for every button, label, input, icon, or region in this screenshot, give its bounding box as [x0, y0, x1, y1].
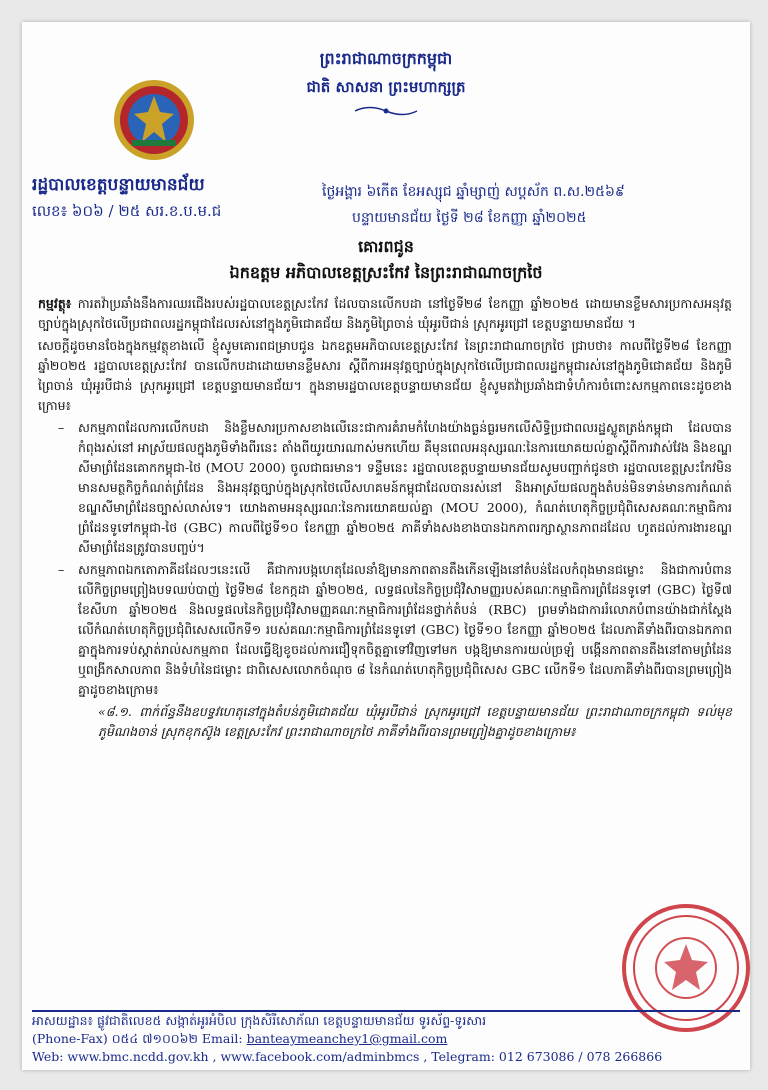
national-motto: ជាតិ សាសនា ព្រះមហាក្សត្រ: [306, 78, 466, 96]
provincial-seal-icon: [112, 78, 196, 162]
letter-footer: [32, 1010, 740, 1066]
subject-label: កម្មវត្ថុ៖: [38, 296, 72, 311]
footer-contact: [32, 1030, 740, 1048]
footer-address: អាសយដ្ឋាន៖ ផ្លូវជាតិលេខ៥ សង្កាត់អូរអំបិល ក្រុងសិរីសោភ័ណ ខេត្តបន្ទាយមានជ័យ ទូរស័ព្ទ-ទូរសារ: [32, 1013, 487, 1028]
lunar-date: ថ្ងៃអង្គារ ៦កើត ខែអស្សុជ ឆ្នាំម្សាញ់ សប្តស័ក ព.ស.២៥៦៩: [322, 184, 625, 200]
letter-page: [22, 22, 750, 1070]
letter-body: [38, 294, 732, 744]
subject-paragraph: [38, 294, 732, 334]
quoted-clause: «៨.១. ពាក់ព័ន្ធនឹងឧបទ្វវហេតុនៅក្នុងតំបន់ភូមិជោគជ័យ ឃុំអូរបីជាន់ ស្រុកអូរជ្រៅ ខេត្តបន្ទាយមានជ័យ ព្រះរាជាណាចក្រកម្ពុជា ទល់មុខ ភូមិណងចាន់ ស្រុកខុកស៊ូង ខេត្តស្រះកែវ ព្រះរាជាណាចក្រថៃ ភាគីទាំងពីរបានព្រមព្រៀងគ្នាដូចខាងក្រោម៖: [98, 704, 732, 739]
reference-number: លេខ៖ ៦០៦ / ២៥ សរ.ខ.ប.ម.ជ: [32, 202, 222, 220]
list-item: – សកម្មភាពឯកតោភាគីដដែលៗនេះលើ គឺជាការបង្កហេតុដែលនាំឱ្យមានភាពតានតឹងកើនឡើងនៅតំបន់ដែលកំពុងមានជម្លោះ និងជាការបំពានលើកិច្ចព្រមព្រៀងបទឈប់បាញ់ ថ្ងៃទី២៨ ខែកក្កដា ឆ្នាំ២០២៥, លទ្ធផលនៃកិច្ចប្រជុំវិសាមញ្ញរបស់គណៈកម្មាធិការព្រំដែនទូទៅ (GBC) ថ្ងៃទី៧ ខែសីហា ឆ្នាំ២០២៥ និងលទ្ធផលនៃកិច្ចប្រជុំវិសាមញ្ញគណៈកម្មាធិការព្រំដែនថ្នាក់តំបន់ (RBC) ព្រមទាំងជាការរំលោភបំពានយ៉ាងជាក់ស្តែងលើកំណត់ហេតុកិច្ចប្រជុំពិសេសលើកទី១ របស់គណៈកម្មាធិការព្រំដែនទូទៅ (GBC) ថ្ងៃទី១០ ខែកញ្ញា ឆ្នាំ២០២៥ ដែលភាគីទាំងពីរបានឯកភាពគ្នាក្នុងការទប់ស្កាត់រាល់សកម្មភាព ដែលធ្វើឱ្យខូចដល់ការជឿទុកចិត្តគ្នាទៅវិញទៅមក បង្កឱ្យមានការយល់ច្រឡំ បង្កើនភាពតានតឹងនៅតាមព្រំដែន ឬពង្រីកសាលភាព និងទំហំនៃជម្លោះ ជាពិសេសលោកចំណុច ៨ នៃកំណត់ហេតុកិច្ចប្រជុំពិសេស GBC លើកទី១ ដែលភាគីទាំងពីរបានព្រមព្រៀងគ្នាដូចខាងក្រោម៖: [58, 562, 732, 697]
point-1-text: សកម្មភាពដែលការលើកបដា និងខ្លឹមសារប្រកាសខាងលើនេះជាការគំរាមកំហែងយ៉ាងធ្ងន់ធ្ងរមកលើសិទ្ធិប្រជាពលរដ្ឋស្លូតត្រង់កម្ពុជា ដែលបានកំពុងរស់នៅ អាស្រ័យផលក្នុងភូមិទាំងពីរនេះ តាំងពីយូរយារណាស់មកហើយ គឺមុនពេលអនុស្សរណៈនៃការយោគយល់គ្នាស្តីពីការវាស់វែង និងខណ្ឌសីមាព្រំដែនគោកកម្ពុជា-ថៃ (MOU 2000) ចូលជាធរមាន។ ទន្ទឹមនេះ រដ្ឋបាលខេត្តបន្ទាយមានជ័យសូមបញ្ជាក់ជូនថា រដ្ឋបាលខេត្តស្រះកែវមិនមានសមត្ថកិច្ចកំណត់ព្រំដែន និងអនុវត្តច្បាប់ក្នុងស្រុកថៃលើសហគមន៍កម្ពុជាដែលបានរស់នៅ និងអាស្រ័យផលក្នុងតំបន់មិនទាន់មានការកំណត់ខណ្ឌសីមាព្រំដែនច្បាស់លាស់ទេ។ យោងតាមអនុស្សរណៈនៃការយោគយល់គ្នា (MOU 2000), កំណត់ហេតុកិច្ចប្រជុំពិសេសគណៈកម្មាធិការព្រំដែនទូទៅកម្ពុជា-ថៃ (GBC) កាលពីថ្ងៃទី១០ ខែកញ្ញា ឆ្នាំ២០២៥ ភាគីទាំងសងខាងបានឯកភាពរក្សាស្ថានភាពដដែល ហូតដល់ការងារខណ្ឌសីមាព្រំដែនត្រូវបានបញ្ចប់។: [78, 420, 732, 555]
footer-web: Web: www.bmc.ncdd.gov.kh , www.facebook.com/adminbmcs , Telegram: 012 673086 / 078 266866: [32, 1049, 663, 1064]
solar-date: បន្ទាយមានជ័យ ថ្ងៃទី ២៨ ខែកញ្ញា ឆ្នាំ២០២៥: [352, 210, 587, 226]
point-2-text: សកម្មភាពឯកតោភាគីដដែលៗនេះលើ គឺជាការបង្កហេតុដែលនាំឱ្យមានភាពតានតឹងកើនឡើងនៅតំបន់ដែលកំពុងមានជម្លោះ និងជាការបំពានលើកិច្ចព្រមព្រៀងបទឈប់បាញ់ ថ្ងៃទី២៨ ខែកក្កដា ឆ្នាំ២០២៥, លទ្ធផលនៃកិច្ចប្រជុំវិសាមញ្ញរបស់គណៈកម្មាធិការព្រំដែនទូទៅ (GBC) ថ្ងៃទី៧ ខែសីហា ឆ្នាំ២០២៥ និងលទ្ធផលនៃកិច្ចប្រជុំវិសាមញ្ញគណៈកម្មាធិការព្រំដែនថ្នាក់តំបន់ (RBC) ព្រមទាំងជាការរំលោភបំពានយ៉ាងជាក់ស្តែងលើកំណត់ហេតុកិច្ចប្រជុំពិសេសលើកទី១ របស់គណៈកម្មាធិការព្រំដែនទូទៅ (GBC) ថ្ងៃទី១០ ខែកញ្ញា ឆ្នាំ២០២៥ ដែលភាគីទាំងពីរបានឯកភាពគ្នាក្នុងការទប់ស្កាត់រាល់សកម្មភាព ដែលធ្វើឱ្យខូចដល់ការជឿទុកចិត្តគ្នាទៅវិញទៅមក បង្កឱ្យមានការយល់ច្រឡំ បង្កើនភាពតានតឹងនៅតាមព្រំដែន ឬពង្រីកសាលភាព និងទំហំនៃជម្លោះ ជាពិសេសលោកចំណុច ៨ នៃកំណត់ហេតុកិច្ចប្រជុំពិសេស GBC លើកទី១ ដែលភាគីទាំងពីរបានព្រមព្រៀងគ្នាដូចខាងក្រោម៖: [78, 562, 732, 697]
subject-text: ការតវ៉ាប្រឆាំងនឹងការឈរជើងរបស់រដ្ឋបាលខេត្តស្រះកែវ ដែលបានលើកបដា នៅថ្ងៃទី២៨ ខែកញ្ញា ឆ្នាំ២០២៥ ដោយមានខ្លឹមសារប្រកាសអនុវត្តច្បាប់ក្នុងស្រុកថៃលើប្រជាពលរដ្ឋកម្ពុជាដែលរស់នៅក្នុងភូមិជោគជ័យ និងភូមិព្រៃចាន់ ឃុំអូរបីជាន់ ស្រុកអូរជ្រៅ ខេត្តបន្ទាយមានជ័យ ។: [38, 296, 732, 331]
footer-email-link[interactable]: banteaymeanchey1@gmail.com: [246, 1031, 448, 1046]
list-item: – សកម្មភាពដែលការលើកបដា និងខ្លឹមសារប្រកាសខាងលើនេះជាការគំរាមកំហែងយ៉ាងធ្ងន់ធ្ងរមកលើសិទ្ធិប្រជាពលរដ្ឋស្លូតត្រង់កម្ពុជា ដែលបានកំពុងរស់នៅ អាស្រ័យផលក្នុងភូមិទាំងពីរនេះ តាំងពីយូរយារណាស់មកហើយ គឺមុនពេលអនុស្សរណៈនៃការយោគយល់គ្នាស្តីពីការវាស់វែង និងខណ្ឌសីមាព្រំដែនគោកកម្ពុជា-ថៃ (MOU 2000) ចូលជាធរមាន។ ទន្ទឹមនេះ រដ្ឋបាលខេត្តបន្ទាយមានជ័យសូមបញ្ជាក់ជូនថា រដ្ឋបាលខេត្តស្រះកែវមិនមានសមត្ថកិច្ចកំណត់ព្រំដែន និងអនុវត្តច្បាប់ក្នុងស្រុកថៃលើសហគមន៍កម្ពុជាដែលបានរស់នៅ និងអាស្រ័យផលក្នុងតំបន់មិនទាន់មានការកំណត់ខណ្ឌសីមាព្រំដែនច្បាស់លាស់ទេ។ យោងតាមអនុស្សរណៈនៃការយោគយល់គ្នា (MOU 2000), កំណត់ហេតុកិច្ចប្រជុំពិសេសគណៈកម្មាធិការព្រំដែនទូទៅកម្ពុជា-ថៃ (GBC) កាលពីថ្ងៃទី១០ ខែកញ្ញា ឆ្នាំ២០២៥ ភាគីទាំងសងខាងបានឯកភាពរក្សាស្ថានភាពដដែល ហូតដល់ការងារខណ្ឌសីមាព្រំដែនត្រូវបានបញ្ចប់។: [58, 420, 732, 555]
ornament-divider-icon: [353, 104, 419, 118]
footer-phone: (Phone-Fax) ០៥៤ ៧១០០៦២ Email:: [32, 1031, 243, 1046]
recipient-title: ឯកឧត្តម អភិបាលខេត្តស្រះកែវ នៃព្រះរាជាណាចក្រថៃ: [229, 263, 543, 282]
kingdom-heading: ព្រះរាជាណាចក្រកម្ពុជា: [319, 49, 453, 68]
salutation-label: គោរពជូន: [358, 237, 414, 256]
intro-paragraph: សេចក្តីដូចមានចែងក្នុងកម្មវត្ថុខាងលើ ខ្ញុំសូមគោរពជម្រាបជូន ឯកឧត្តមអភិបាលខេត្តស្រះកែវ នៃព្រះរាជាណាចក្រថៃ ជ្រាបថា៖ កាលពីថ្ងៃទី២៨ ខែកញ្ញា ឆ្នាំ២០២៥ រដ្ឋបាលខេត្តស្រះកែវ បានលើកបដាដោយមានខ្លឹមសារ ស្តីពីការអនុវត្តច្បាប់ក្នុងស្រុកថៃលើប្រជាពលរដ្ឋកម្ពុជារស់នៅក្នុងភូមិជោគជ័យ និងភូមិព្រៃចាន់ ឃុំអូរបីជាន់ ស្រុកអូរជ្រៅ ខេត្តបន្ទាយមានជ័យ។ ក្នុងនាមរដ្ឋបាលខេត្តបន្ទាយមានជ័យ ខ្ញុំសូមតវ៉ាប្រឆាំងជាទំហំការចំពោះសកម្មភាពនេះដូចខាងក្រោម៖: [38, 338, 732, 413]
issuing-office: រដ្ឋបាលខេត្តបន្ទាយមានជ័យ: [32, 175, 205, 195]
